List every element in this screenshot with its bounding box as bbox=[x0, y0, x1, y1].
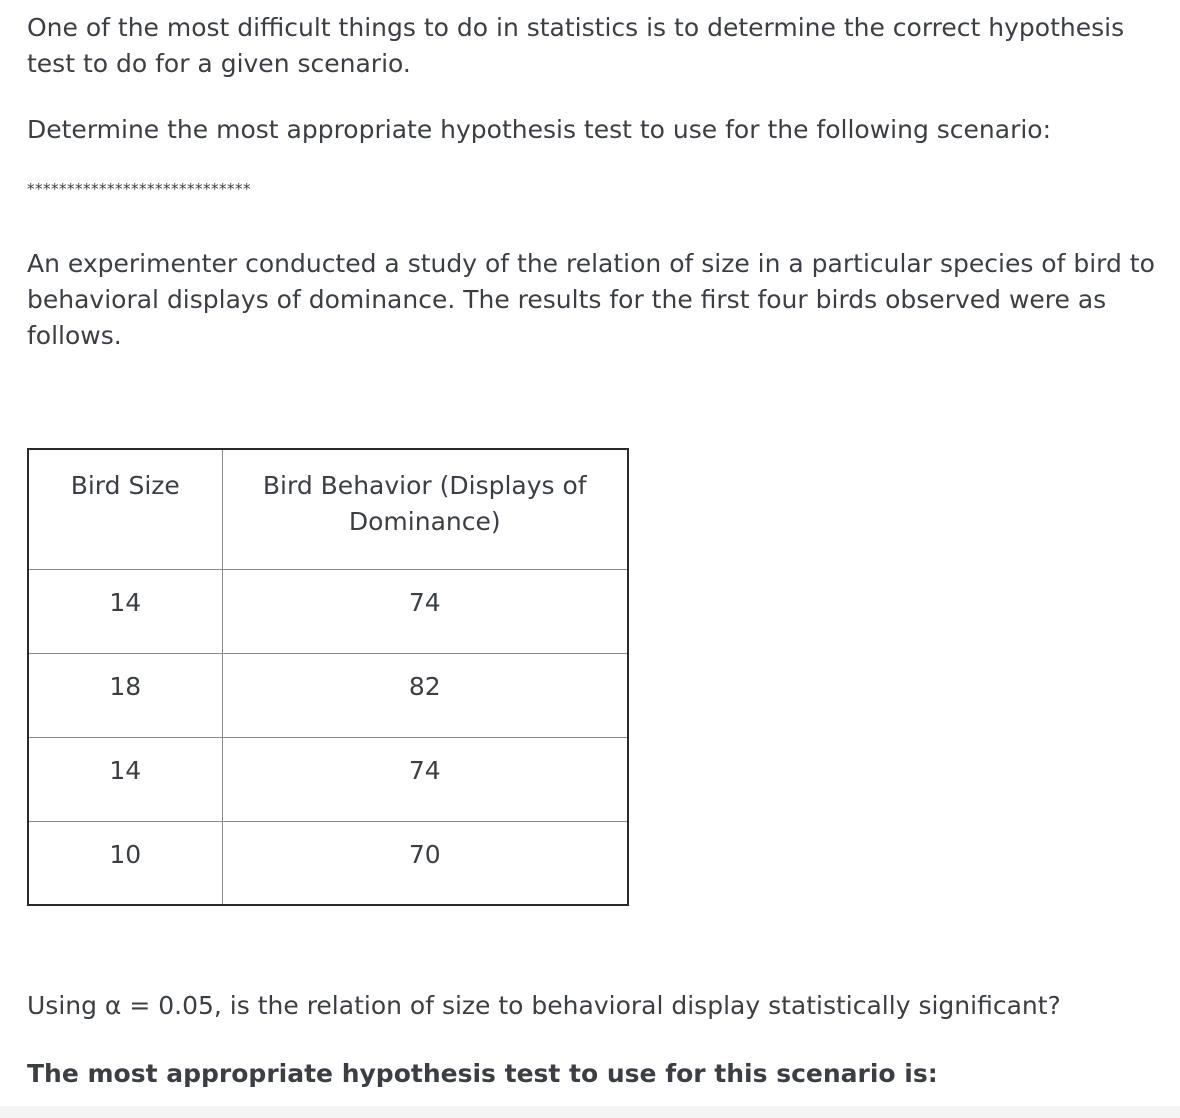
header-bird-size: Bird Size bbox=[28, 449, 222, 569]
cell-bird-size: 14 bbox=[28, 569, 222, 653]
prompt-text: Determine the most appropriate hypothesis test to use for the following scenario: bbox=[27, 115, 1052, 144]
table-header-row bbox=[28, 449, 628, 569]
table-row bbox=[28, 653, 628, 737]
cell-bird-size: 14 bbox=[28, 737, 222, 821]
question-text: Using α = 0.05, is the relation of size to behavioral display statistically significant? bbox=[27, 991, 1061, 1020]
scenario-text: An experimenter conducted a study of the relation of size in a particular species of bird to behavioral displays of dominance. The results for the first four birds observed were as follows. bbox=[27, 249, 1155, 350]
bird-data-table bbox=[27, 448, 629, 906]
cell-bird-size: 18 bbox=[28, 653, 222, 737]
cell-bird-behavior: 82 bbox=[222, 653, 628, 737]
cell-bird-behavior: 74 bbox=[222, 737, 628, 821]
intro-text: One of the most difficult things to do in statistics is to determine the correct hypothesis test to do for a given scenario. bbox=[27, 13, 1125, 78]
cell-bird-size: 10 bbox=[28, 821, 222, 905]
separator-stars: **************************** bbox=[27, 180, 251, 198]
cell-bird-behavior: 74 bbox=[222, 569, 628, 653]
header-bird-behavior: Bird Behavior (Displays of Dominance) bbox=[222, 449, 628, 569]
bottom-divider bbox=[0, 1106, 1180, 1118]
table-row bbox=[28, 821, 628, 905]
table-row bbox=[28, 569, 628, 653]
table-row bbox=[28, 737, 628, 821]
final-prompt: The most appropriate hypothesis test to use for this scenario is: bbox=[27, 1059, 938, 1088]
cell-bird-behavior: 70 bbox=[222, 821, 628, 905]
